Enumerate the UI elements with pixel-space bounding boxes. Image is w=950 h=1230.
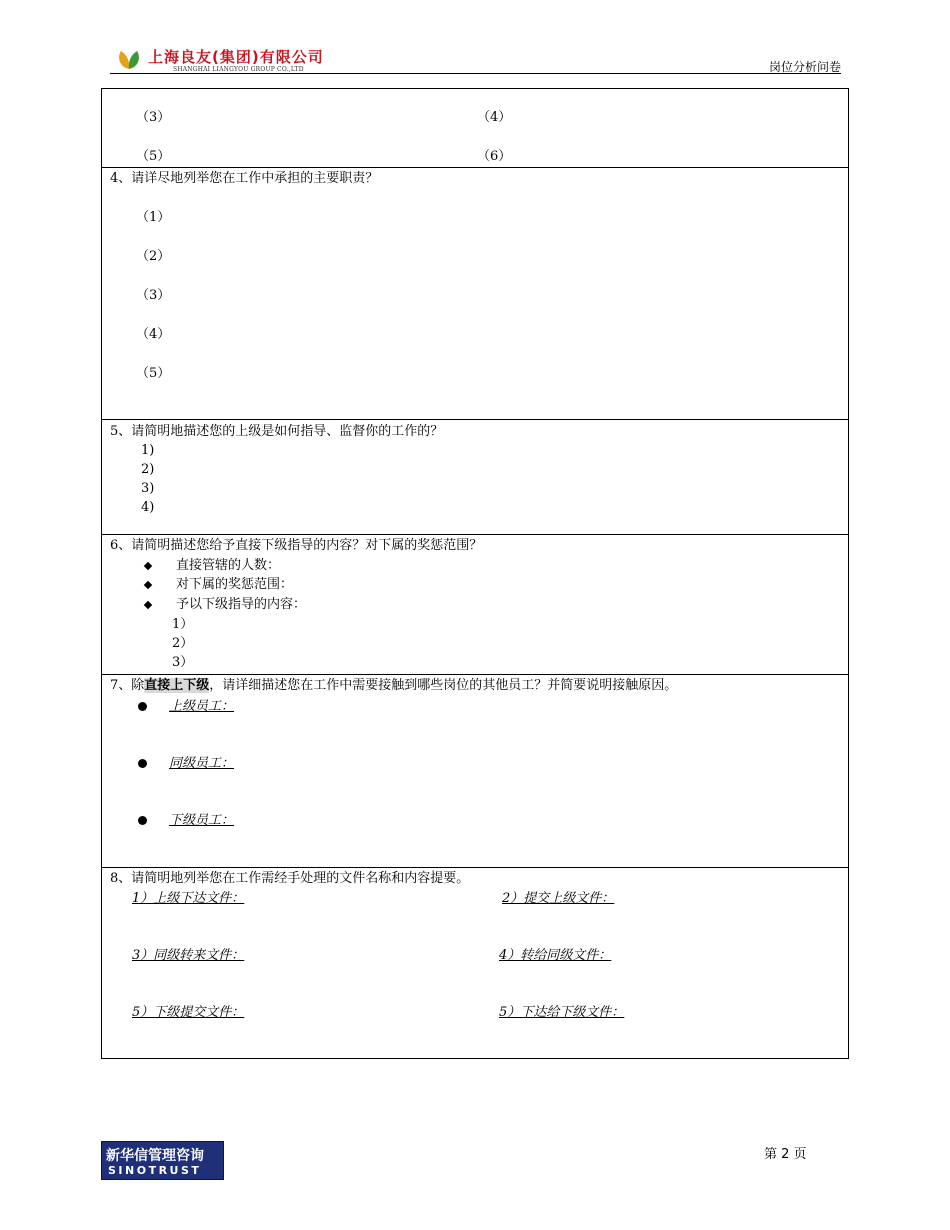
- document-field[interactable]: 5）下达给下级文件：: [499, 1005, 625, 1020]
- round-bullet-icon: [138, 702, 147, 711]
- document-field[interactable]: 4）转给同级文件：: [499, 948, 612, 963]
- bullet-label: 对下属的奖惩范围：: [176, 577, 294, 592]
- document-field[interactable]: 1）上级下达文件：: [132, 891, 245, 906]
- question-text: [110, 678, 677, 694]
- question-suffix: ，请详细描述您在工作中需要接触到哪些岗位的其他员工？并简要说明接触原因。: [209, 678, 678, 693]
- question-text: 6、请简明描述您给予直接下级指导的内容？对下属的奖惩范围？: [110, 538, 483, 553]
- answer-line[interactable]: （3）: [136, 110, 171, 125]
- consultancy-logo: [101, 1141, 224, 1180]
- section-8: [102, 867, 848, 1059]
- document-field[interactable]: 3）同级转来文件：: [132, 948, 245, 963]
- answer-line[interactable]: （4）: [136, 327, 171, 342]
- bullet-label: 直接管辖的人数：: [176, 558, 281, 573]
- section-7: [102, 674, 848, 867]
- diamond-bullet-icon: [144, 581, 152, 589]
- contact-field-peer[interactable]: 同级员工：: [169, 756, 235, 771]
- section-5: [102, 419, 848, 534]
- answer-line[interactable]: 3): [141, 481, 155, 496]
- answer-line[interactable]: 2): [141, 462, 155, 477]
- diamond-bullet-icon: [144, 562, 152, 570]
- question-text: 4、请详尽地列举您在工作中承担的主要职责？: [110, 171, 379, 186]
- question-prefix: 7、除: [110, 678, 145, 693]
- answer-line[interactable]: （1）: [136, 210, 171, 225]
- page-header: [110, 44, 841, 74]
- answer-line[interactable]: （5）: [136, 366, 171, 381]
- answer-line[interactable]: （5）: [136, 149, 171, 164]
- company-name-cn: 上海良友(集团)有限公司: [148, 48, 324, 66]
- question-text: 5、请简明地描述您的上级是如何指导、监督你的工作的？: [110, 424, 444, 439]
- bullet-label: 予以下级指导的内容：: [176, 597, 307, 612]
- contact-field-subordinate[interactable]: 下级员工：: [169, 813, 235, 828]
- answer-line[interactable]: 4): [141, 500, 155, 515]
- answer-line[interactable]: 2）: [172, 636, 194, 651]
- contact-field-superior[interactable]: 上级员工：: [169, 699, 235, 714]
- answer-line[interactable]: （4）: [477, 110, 512, 125]
- round-bullet-icon: [138, 759, 147, 768]
- question-text: 8、请简明地列举您在工作需经手处理的文件名称和内容提要。: [110, 871, 470, 886]
- document-field[interactable]: 2）提交上级文件：: [502, 891, 615, 906]
- section-4: [102, 167, 848, 419]
- answer-line[interactable]: 3）: [172, 655, 194, 670]
- round-bullet-icon: [138, 816, 147, 825]
- company-logo-leaf-icon: [115, 47, 143, 71]
- section-6: [102, 534, 848, 674]
- consultancy-logo-en: SINOTRUST: [108, 1164, 202, 1177]
- questionnaire-table: [101, 88, 849, 1059]
- header-divider: [110, 73, 841, 74]
- answer-line[interactable]: （3）: [136, 288, 171, 303]
- company-name-en: SHANGHAI LIANGYOU GROUP CO.,LTD: [173, 66, 304, 73]
- answer-line[interactable]: （2）: [136, 249, 171, 264]
- diamond-bullet-icon: [144, 601, 152, 609]
- question-highlight: 直接上下级: [144, 678, 210, 693]
- document-field[interactable]: 5）下级提交文件：: [132, 1005, 245, 1020]
- answer-line[interactable]: 1): [141, 443, 155, 458]
- document-title: 岗位分析问卷: [768, 60, 841, 74]
- page-number: 第 2 页: [764, 1147, 807, 1162]
- section-3-continued: [102, 89, 848, 167]
- answer-line[interactable]: （6）: [477, 149, 512, 164]
- answer-line[interactable]: 1）: [172, 617, 194, 632]
- consultancy-logo-cn: 新华信管理咨询: [106, 1148, 204, 1164]
